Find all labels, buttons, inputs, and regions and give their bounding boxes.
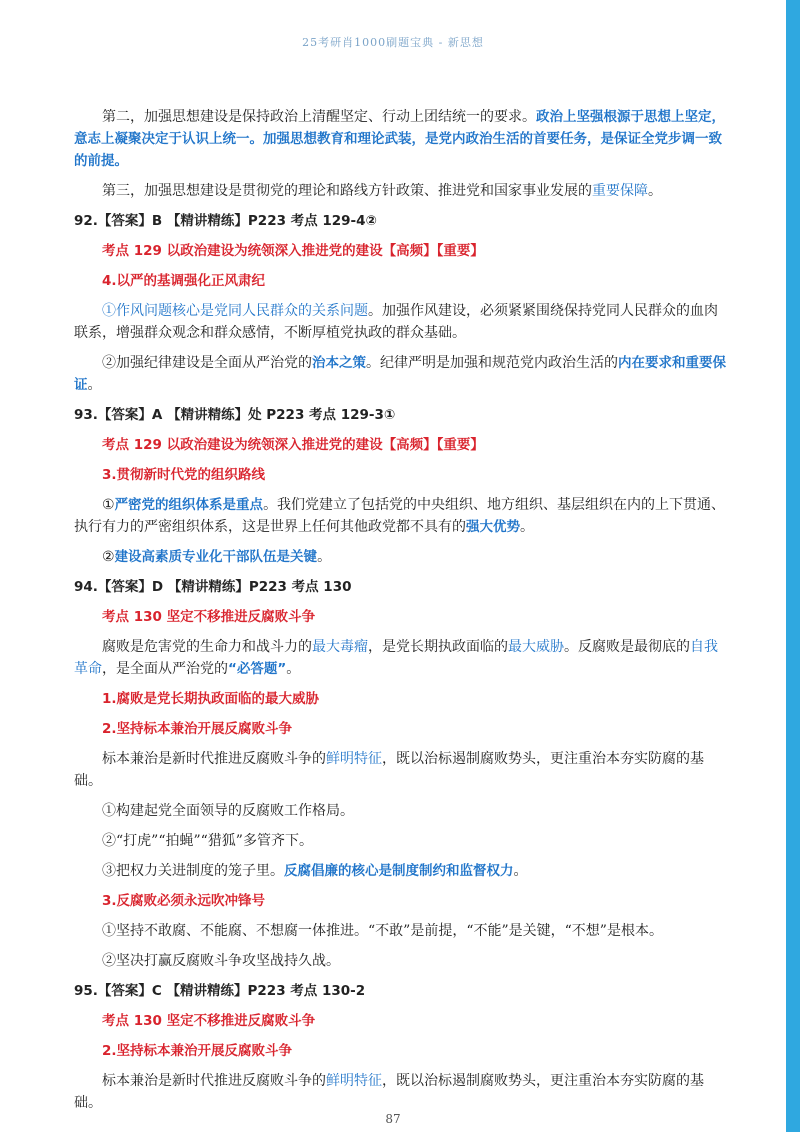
- text-span: 标本兼治是新时代推进反腐败斗争的: [102, 751, 326, 767]
- paragraph: [74, 636, 726, 680]
- paragraph: ①构建起党全面领导的反腐败工作格局。: [102, 803, 354, 819]
- emphasis-text: 严密党的组织体系是重点: [114, 497, 264, 513]
- text-span: 。纪律严明是加强和规范党内政治生活的: [366, 355, 618, 371]
- text-span: 。我们党建立了包括党的中央组织、地方组织、基层组织在内的上下贯通、执行有力的严密组织体系，这是世界上任何其他政党都不具有的: [74, 497, 726, 535]
- emphasis-text: 鲜明特征: [326, 751, 382, 767]
- section-title: 3.贯彻新时代党的组织路线: [102, 467, 266, 483]
- text-span: 。: [520, 519, 534, 535]
- emphasis-text: 最大毒瘤: [312, 639, 368, 655]
- text-span: 。反腐败是最彻底的: [564, 639, 690, 655]
- paragraph: [74, 300, 726, 344]
- answer-heading-93: 93.【答案】A 【精讲精练】处 P223 考点 129-3①: [74, 407, 396, 423]
- paragraph: [74, 494, 726, 538]
- emphasis-text: 最大威胁: [508, 639, 564, 655]
- emphasis-text: 治本之策: [312, 355, 366, 371]
- emphasis-text: “必答题”: [228, 661, 287, 677]
- page-edge-stripe: [786, 0, 800, 1132]
- text-span: 第三，加强思想建设是贯彻党的理论和路线方针政策、推进党和国家事业发展的: [102, 183, 592, 199]
- paragraph: [74, 860, 726, 882]
- text-span: ，既以治标遏制腐败势头，更注重治本夯实防腐的基础。: [74, 751, 704, 789]
- text-span: ，是全面从严治党的: [102, 661, 228, 677]
- emphasis-text: 内在要求和重要保证: [74, 355, 726, 393]
- emphasis-text: 政治上坚强根源于思想上坚定，意志上凝聚决定于认识上统一。加强思想教育和理论武装，是党内政治生活的首要任务，是保证全党步调一致的前提。: [74, 109, 725, 169]
- section-title: 2.坚持标本兼治开展反腐败斗争: [102, 1043, 293, 1059]
- page-header: 25考研肖1000刷题宝典 - 新思想: [302, 36, 484, 49]
- emphasis-text: 重要保障: [592, 183, 648, 199]
- exam-point-title: 考点 129 以政治建设为统领深入推进党的建设【高频】【重要】: [102, 437, 484, 453]
- paragraph: [74, 748, 726, 792]
- text-span: 。: [286, 661, 301, 677]
- answer-heading-95: 95.【答案】C 【精讲精练】P223 考点 130-2: [74, 983, 366, 999]
- paragraph-second: [74, 106, 726, 172]
- exam-point-title: 考点 129 以政治建设为统领深入推进党的建设【高频】【重要】: [102, 243, 484, 259]
- section-title: 2.坚持标本兼治开展反腐败斗争: [102, 721, 293, 737]
- text-span: 。: [317, 549, 332, 565]
- section-title: 4.以严的基调强化正风肃纪: [102, 273, 266, 289]
- emphasis-text: 反腐倡廉的核心是制度制约和监督权力: [284, 863, 514, 879]
- text-span: 。加强作风建设，必须紧紧围绕保持党同人民群众的血肉联系，增强群众观念和群众感情，不断厚植党执政的群众基础。: [74, 303, 718, 341]
- exam-point-title: 考点 130 坚定不移推进反腐败斗争: [102, 609, 316, 625]
- text-span: 。: [648, 183, 662, 199]
- text-span: ，是党长期执政面临的: [368, 639, 508, 655]
- text-span: 第二，加强思想建设是保持政治上清醒坚定、行动上团结统一的要求。: [102, 109, 536, 125]
- text-span: ②加强纪律建设是全面从严治党的: [102, 355, 312, 371]
- text-span: ③把权力关进制度的笼子里。: [102, 863, 284, 879]
- answer-heading-94: 94.【答案】D 【精讲精练】P223 考点 130: [74, 579, 352, 595]
- section-title: 1.腐败是党长期执政面临的最大威胁: [102, 691, 320, 707]
- text-span: ①: [102, 497, 115, 513]
- paragraph: [74, 546, 726, 568]
- emphasis-text: 自我革命: [74, 639, 718, 677]
- text-span: 。: [87, 377, 102, 393]
- text-span: ，既以治标遏制腐败势头，更注重治本夯实防腐的基础。: [74, 1073, 704, 1111]
- section-title: 3.反腐败必须永远吹冲锋号: [102, 893, 266, 909]
- emphasis-text: 鲜明特征: [326, 1073, 382, 1089]
- text-span: 。: [513, 863, 528, 879]
- emphasis-text: 强大优势: [466, 519, 520, 535]
- emphasis-text: ①作风问题核心是党同人民群众的关系问题: [102, 303, 368, 319]
- paragraph: ②坚决打赢反腐败斗争攻坚战持久战。: [102, 953, 340, 969]
- answer-heading-92: 92.【答案】B 【精讲精练】P223 考点 129-4②: [74, 213, 377, 229]
- paragraph-third: [74, 180, 726, 202]
- exam-point-title: 考点 130 坚定不移推进反腐败斗争: [102, 1013, 316, 1029]
- page-content: [74, 106, 726, 1122]
- text-span: ②: [102, 549, 115, 565]
- paragraph: [74, 1070, 726, 1114]
- text-span: 标本兼治是新时代推进反腐败斗争的: [102, 1073, 326, 1089]
- paragraph: [74, 352, 726, 396]
- paragraph: ②“打虎”“拍蝇”“猎狐”多管齐下。: [102, 833, 313, 849]
- emphasis-text: 建设高素质专业化干部队伍是关键: [114, 549, 318, 565]
- text-span: 腐败是危害党的生命力和战斗力的: [102, 639, 312, 655]
- page-number: 87: [385, 1112, 401, 1126]
- paragraph: ①坚持不敢腐、不能腐、不想腐一体推进。“不敢”是前提，“不能”是关键，“不想”是根本。: [102, 923, 663, 939]
